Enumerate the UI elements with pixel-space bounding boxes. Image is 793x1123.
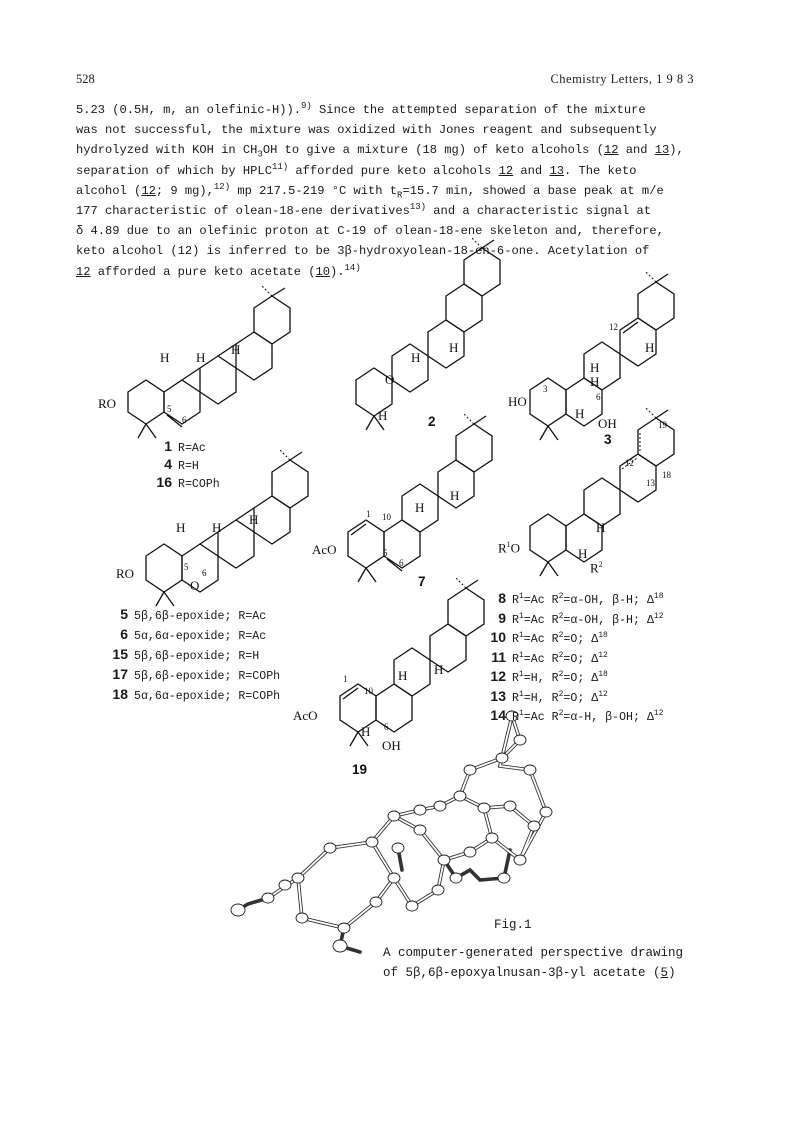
compound-3-label: 3	[604, 432, 612, 447]
s3-h: H	[590, 360, 600, 375]
s1-ro: RO	[98, 396, 117, 411]
caption-row: 9 $R^1=Ac$ $R^2=\alpha-OH$, β-H; $\Delta^{12}$	[498, 609, 664, 627]
s19-h: H	[434, 662, 444, 677]
s8-n13: 13	[646, 478, 655, 488]
s5-n5: 5	[184, 562, 189, 572]
s19-h: H	[361, 724, 371, 739]
page-number: 528	[76, 72, 95, 86]
s5-h: H	[249, 512, 259, 527]
caption-row: 6 5α,6α-epoxide; R=Ac	[120, 626, 267, 643]
structure-7	[348, 414, 492, 582]
s7-h: H	[415, 500, 425, 515]
s1-n5: 5	[167, 404, 172, 414]
journal-title: Chemistry Letters, 1 9 8 3	[550, 72, 694, 86]
s19-aco: AcO	[293, 708, 318, 723]
caption-row: 1 R=Ac	[164, 438, 206, 455]
s7-n1: 1	[366, 509, 371, 519]
text-line: 177 characteristic of olean-18-ene derivatives$^{13)}$ and a characteristic signal at	[76, 201, 652, 219]
s3-n3: 3	[543, 384, 548, 394]
s3-h: H	[645, 340, 655, 355]
s8-n19: 19	[658, 420, 667, 430]
s8-h: H	[578, 546, 588, 561]
s2-h: H	[411, 350, 421, 365]
s1-h: H	[160, 350, 170, 365]
caption-row: 11 $R^1=Ac$ $R^2=O$; $\Delta^{12}$	[491, 648, 608, 666]
s8-r1o: $R^1O$	[498, 540, 521, 556]
s3-h: H	[590, 374, 600, 389]
s8-r2: $R^2$	[590, 560, 603, 576]
s3-oh: OH	[598, 416, 617, 431]
s2-h: H	[378, 408, 388, 423]
figure-label: Fig.1	[494, 918, 532, 932]
s5-h: H	[176, 520, 186, 535]
structure-2	[356, 238, 500, 430]
caption-row: 17 5β,6β-epoxide; R=COPh	[112, 666, 281, 683]
s7-n6: 6	[399, 558, 404, 568]
text-line: hydrolyzed with KOH in $CH_3OH$ to give a mixture (18 mg) of keto alcohols (12 and 13),	[76, 143, 684, 160]
figure-caption-line: A computer-generated perspective drawing	[383, 946, 684, 960]
structure-19	[340, 578, 484, 746]
text-line: separation of which by HPLC$^{11)}$ afforded pure keto alcohols 12 and 13. The keto	[76, 161, 637, 178]
text-line: 12 afforded a pure keto acetate (10).$^{14)}$	[76, 262, 361, 279]
text-line: keto alcohol (12) is inferred to be 3β-hydroxyolean-18-en-6-one. Acetylation of	[76, 244, 650, 259]
s5-h: H	[212, 520, 222, 535]
caption-row: 16 R=COPh	[156, 474, 220, 491]
s5-o: O	[190, 578, 200, 593]
caption-row: 18 5α,6α-epoxide; R=COPh	[112, 686, 281, 703]
s7-n10: 10	[382, 512, 391, 522]
caption-row: 5 5β,6β-epoxide; R=Ac	[120, 606, 267, 623]
s3-n6: 6	[596, 392, 601, 402]
s8-n18: 18	[662, 470, 671, 480]
s1-h: H	[196, 350, 206, 365]
s19-oh: OH	[382, 738, 401, 753]
caption-row: 8 $R^1=Ac$ $R^2=\alpha-OH$, β-H; $\Delta^{18}$	[498, 590, 664, 607]
s7-h: H	[450, 488, 460, 503]
s8-n12: 12	[625, 458, 634, 468]
text-line: was not successful, the mixture was oxidized with Jones reagent and subsequently	[76, 123, 657, 138]
s1-h: H	[231, 342, 241, 357]
text-line: alcohol (12; 9 mg),$^{12)}$ mp 217.5-219 °C with $t_R=15.7$ min, showed a base peak at m/e	[76, 181, 664, 201]
s2-o: O	[385, 372, 395, 387]
text-line: δ 4.89 due to an olefinic proton at C-19 of olean-18-ene skeleton and, therefore,	[76, 224, 664, 239]
s19-n10: 10	[364, 686, 373, 696]
figure-caption-line: of 5β,6β-epoxyalnusan-3β-yl acetate (5)	[383, 966, 676, 980]
s5-n6: 6	[202, 568, 207, 578]
structure-1	[128, 286, 290, 438]
s7-aco: AcO	[312, 542, 337, 557]
caption-row: 13 $R^1=H$, $R^2=O$; $\Delta^{12}$	[490, 687, 608, 705]
s19-n1: 1	[343, 674, 348, 684]
compound-7-label: 7	[418, 574, 426, 589]
s3-h: H	[575, 406, 585, 421]
s19-h: H	[398, 668, 408, 683]
caption-row: 12 $R^1=H$, $R^2=O$; $\Delta^{18}$	[490, 668, 608, 685]
s3-n12: 12	[609, 322, 618, 332]
caption-row: 4 R=H	[164, 456, 199, 473]
s2-h: H	[449, 340, 459, 355]
s7-n5: 5	[383, 548, 388, 558]
s5-ro: RO	[116, 566, 135, 581]
compound-2-label: 2	[428, 414, 436, 429]
s1-n6: 6	[182, 415, 187, 425]
caption-row: 15 5β,6β-epoxide; R=H	[112, 646, 260, 663]
caption-row: 14 $R^1=Ac$ $R^2=\alpha-H$, β-OH; $\Delta^{12}$	[490, 707, 664, 724]
text-line: 5.23 (0.5H, m, an olefinic-H)).$^{9)}$ Since the attempted separation of the mixture	[76, 100, 646, 117]
s8-h: H	[596, 520, 606, 535]
caption-row: 10 $R^1=Ac$ $R^2=O$; $\Delta^{18}$	[490, 629, 608, 646]
compound-19-label: 19	[352, 762, 368, 777]
s3-ho: HO	[508, 394, 527, 409]
structure-8-14	[530, 408, 674, 576]
s19-n6: 6	[384, 722, 389, 732]
